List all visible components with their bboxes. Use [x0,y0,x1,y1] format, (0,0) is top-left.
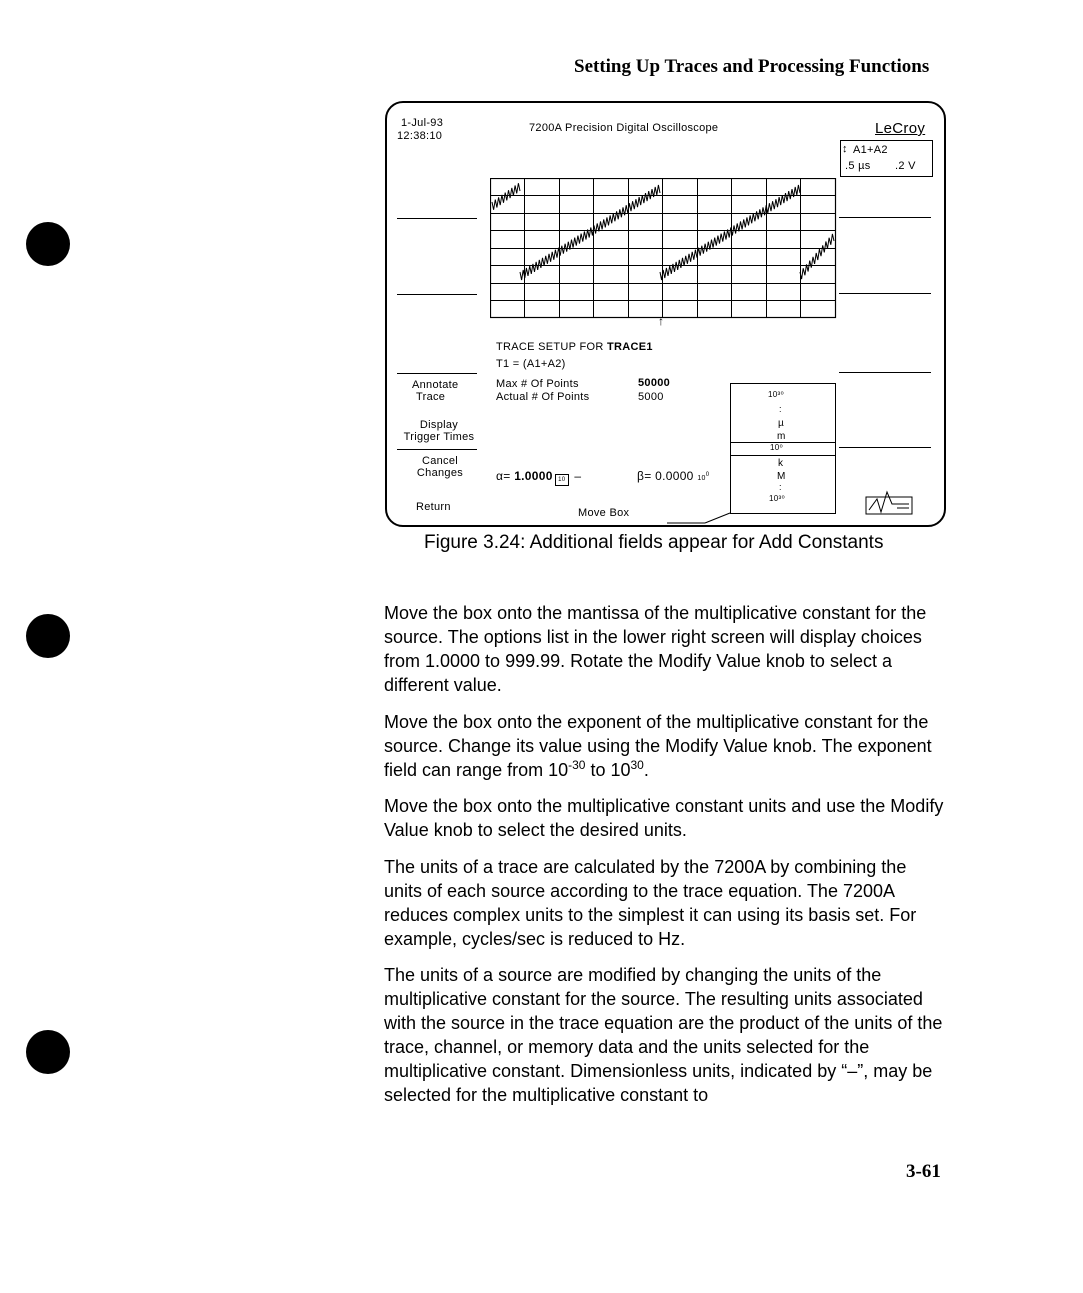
annotate-trace-button[interactable]: Annotate Trace [412,379,459,403]
option-milli[interactable]: m [777,431,786,442]
trace-equation: T1 = (A1+A2) [496,358,566,370]
timebase-value: .5 µs [845,160,871,172]
paragraph-source-units: The units of a source are modified by changing the units of the multiplicative constant for the source. The resulting units associated with the source in the trace equation are the product of the units of the trace, channel, or memory data and the units selected for the multiplicative constant. Dimensionless units, indicated by “–”, may be selected for the multiplicative constant to [384,965,943,1105]
actual-points-label: Actual # Of Points [496,391,590,403]
option-micro[interactable]: µ [778,418,785,429]
selected-option-highlight [730,442,836,456]
option-mega[interactable]: M [777,471,786,482]
option-ellipsis: : [779,482,782,492]
actual-points-value: 5000 [638,391,664,403]
softkey-divider [397,218,477,219]
softkey-divider [839,293,931,294]
softkey-divider [839,447,931,448]
page-header: Setting Up Traces and Processing Functions [574,56,930,77]
trace-marker-icon: ↕ [842,143,848,155]
trace-info-box [840,140,933,177]
option-ellipsis: : [779,404,782,414]
move-box-label: Move Box [578,507,630,519]
volts-value: .2 V [895,160,916,172]
paragraph-units-constant: Move the box onto the multiplicative constant units and use the Modify Value knob to select the desired units. [384,796,944,840]
softkey-divider [397,294,477,295]
softkey-divider [397,373,477,374]
alpha-field[interactable]: α= 1.0000 10 – [496,469,581,486]
pointer-line [667,503,737,527]
display-trigger-times-button[interactable]: Display Trigger Times [403,419,475,443]
return-button[interactable]: Return [416,501,451,513]
trigger-marker-icon: ↑ [658,314,665,328]
option-unity[interactable]: 10⁰ [770,443,784,452]
trace-label: A1+A2 [853,144,888,156]
binder-hole [26,1030,70,1074]
screen-time: 12:38:10 [397,130,443,142]
screen-date: 1-Jul-93 [401,117,444,129]
screen-title: 7200A Precision Digital Oscilloscope [529,122,719,134]
cancel-changes-button[interactable]: Cancel Changes [416,455,464,479]
binder-hole [26,222,70,266]
paragraph-trace-units: The units of a trace are calculated by the 7200A by combining the units of each source according to the trace equation. The 7200A reduces complex units to the simplest it can using its basis set. For example, cycles/sec is reduced to Hz. [384,857,917,949]
option-kilo[interactable]: k [778,458,784,469]
paragraph-mantissa: Move the box onto the mantissa of the multiplicative constant for the source. The options list in the lower right screen will display choices from 1.0000 to 999.99. Rotate the Modify Value knob to select a different value. [384,603,927,695]
setup-title: TRACE SETUP FOR TRACE1 [496,341,653,353]
figure-caption: Figure 3.24: Additional fields appear for Add Constants [424,532,884,553]
option-e30[interactable]: 10³⁰ [768,390,784,399]
beta-field[interactable]: β= 0.0000 $10^0$ [637,469,710,483]
binder-hole [26,614,70,658]
max-points-value[interactable]: 50000 [638,377,671,389]
max-points-label: Max # Of Points [496,378,579,390]
paragraph-exponent: Move the box onto the exponent of the multiplicative constant for the source. Change its value using the Modify Value knob. The exponent field can range from $10^{-30}$ to $10^{30}$. [384,712,932,780]
options-list[interactable] [730,383,836,514]
option-e30-bottom[interactable]: 10³⁰ [769,494,785,503]
waveform-grid [490,178,838,320]
softkey-divider [839,217,931,218]
oscilloscope-screen [385,101,946,527]
page-number: 3-61 [906,1161,941,1182]
softkey-divider [397,449,477,450]
selection-box-icon: 10 [555,474,569,486]
lecroy-logo: LeCroy [875,120,926,137]
softkey-divider [839,372,931,373]
waveform-math-icon [865,490,915,520]
